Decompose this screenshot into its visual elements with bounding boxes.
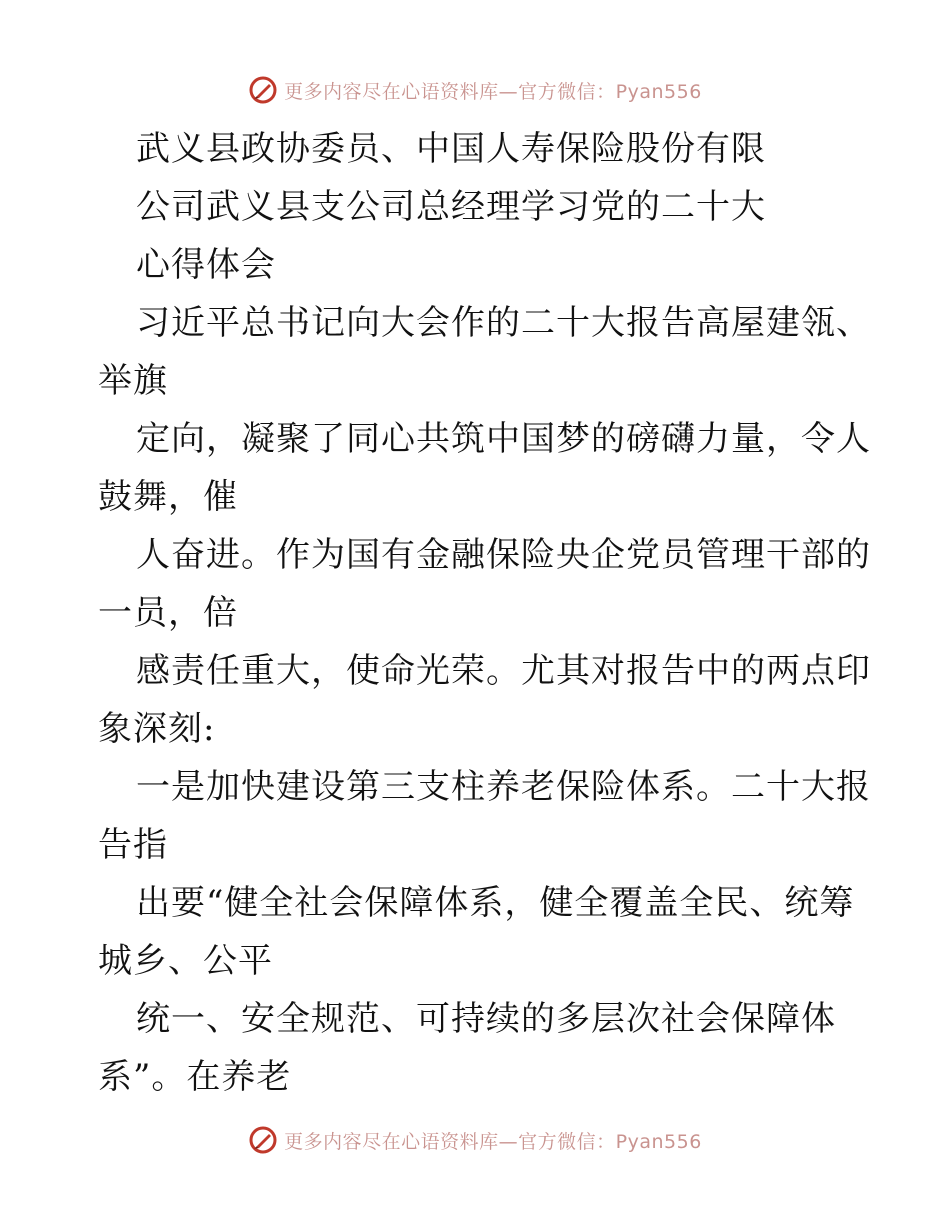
text-line: 习近平总书记向大会作的二十大报告高屋建瓴、 <box>136 303 871 343</box>
text-line: 心得体会 <box>136 245 276 285</box>
text-line: 一是加快建设第三支柱养老保险体系。二十大报 <box>136 767 871 807</box>
text-line: 鼓舞，催 <box>98 477 238 517</box>
document-body <box>98 120 871 1106</box>
text-line: 象深刻: <box>98 709 216 749</box>
text-line: 感责任重大，使命光荣。尤其对报告中的两点印 <box>136 651 871 691</box>
text-line: 出要“健全社会保障体系，健全覆盖全民、统筹 <box>136 883 855 923</box>
text-line: 告指 <box>98 825 168 865</box>
header-banner-text: 更多内容尽在心语资料库—官方微信：Pyan556 <box>284 80 702 103</box>
text-line: 举旗 <box>98 361 168 401</box>
text-line: 系”。在养老 <box>98 1057 292 1097</box>
text-line: 公司武义县支公司总经理学习党的二十大 <box>136 187 766 227</box>
pen-logo-icon <box>248 75 278 105</box>
text-line: 统一、安全规范、可持续的多层次社会保障体 <box>136 999 836 1039</box>
footer-watermark-banner <box>0 1120 950 1160</box>
text-line: 定向，凝聚了同心共筑中国梦的磅礴力量，令人 <box>136 419 871 459</box>
text-line: 人奋进。作为国有金融保险央企党员管理干部的 <box>136 535 871 575</box>
text-line: 城乡、公平 <box>98 941 273 981</box>
text-line: 一员，倍 <box>98 593 238 633</box>
header-watermark-banner <box>0 70 950 110</box>
text-line: 武义县政协委员、中国人寿保险股份有限 <box>136 129 766 169</box>
pen-logo-icon <box>248 1125 278 1155</box>
footer-banner-text: 更多内容尽在心语资料库—官方微信：Pyan556 <box>284 1130 702 1153</box>
